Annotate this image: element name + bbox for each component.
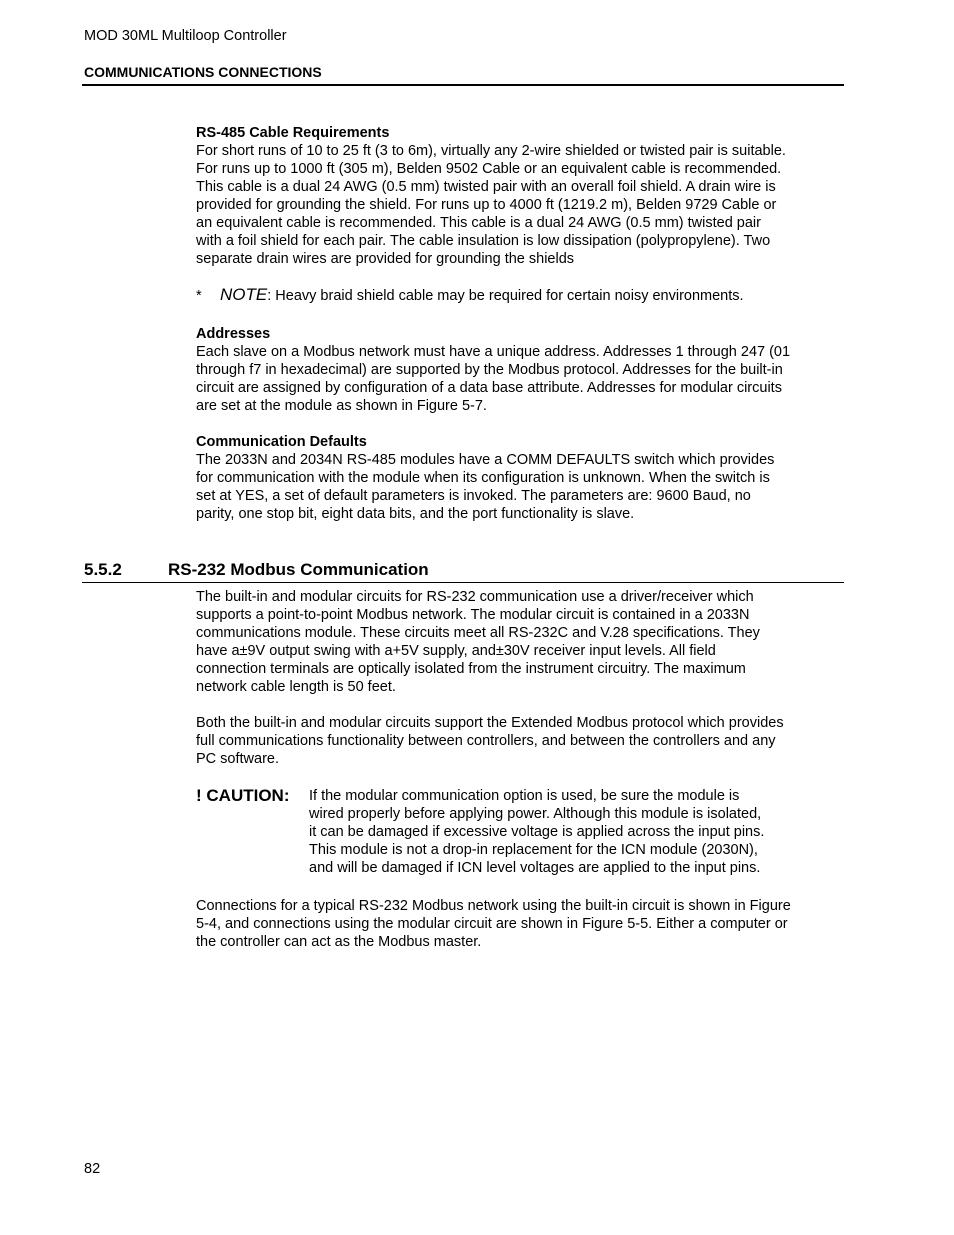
rs485-line: with a foil shield for each pair. The cable insulation is low dissipation (polypropylene). Two [196,233,771,249]
paragraph-gap [196,696,844,714]
note-text: : Heavy braid shield cable may be required for certain noisy environments. [267,288,744,304]
rs485-heading: RS-485 Cable Requirements [196,125,390,141]
comm-defaults-section [196,433,844,523]
section-rule [82,582,844,583]
caution-line: and will be damaged if ICN level voltages are applied to the input pins. [309,860,761,876]
section-para1-line: supports a point-to-point Modbus network. The modular circuit is contained in a 2033N [196,607,750,623]
section-para2-line: full communications functionality between controllers, and between the controllers and any [196,733,776,749]
rs485-section [196,124,844,268]
caution-callout [196,787,844,877]
addresses-line: circuit are assigned by configuration of a data base attribute. Addresses for modular circuits [196,380,782,396]
section-para2-line: PC software. [196,751,279,767]
addresses-line: are set at the module as shown in Figure 5-7. [196,398,487,414]
addresses-line: through f7 in hexadecimal) are supported by the Modbus protocol. Addresses for the built-in [196,362,783,378]
comm-defaults-heading: Communication Defaults [196,434,367,450]
section-heading [84,560,429,580]
section-para3-line: Connections for a typical RS-232 Modbus network using the built-in circuit is shown in Figure [196,898,791,914]
section-para2-line: Both the built-in and modular circuits support the Extended Modbus protocol which provides [196,715,784,731]
section-para3 [196,897,844,951]
running-header-title: MOD 30ML Multiloop Controller [84,28,287,44]
note-asterisk: * [196,288,202,304]
section-number: 5.5.2 [84,560,122,579]
section-title: RS-232 Modbus Communication [168,560,429,579]
addresses-section [196,325,844,415]
addresses-line: Each slave on a Modbus network must have a unique address. Addresses 1 through 247 (01 [196,344,791,360]
section-body [196,588,844,768]
comm-defaults-line: set at YES, a set of default parameters is invoked. The parameters are: 9600 Baud, no [196,488,751,504]
section-para1-line: communications module. These circuits meet all RS-232C and V.28 specifications. They [196,625,760,641]
note-label: NOTE [220,285,268,304]
caution-line: it can be damaged if excessive voltage is applied across the input pins. [309,824,765,840]
section-para1-line: The built-in and modular circuits for RS-232 communication use a driver/receiver which [196,589,754,605]
rs485-line: This cable is a dual 24 AWG (0.5 mm) twisted pair with an overall foil shield. A drain wire is [196,179,776,195]
rs485-line: separate drain wires are provided for grounding the shields [196,251,575,267]
page-number: 82 [84,1161,101,1177]
caution-line: This module is not a drop-in replacement for the ICN module (2030N), [309,842,758,858]
note-callout [196,285,744,305]
comm-defaults-line: for communication with the module when its configuration is unknown. When the switch is [196,470,770,486]
section-para1-line: have a±9V output swing with a+5V supply, and±30V receiver input levels. All field [196,643,716,659]
header-rule [82,84,844,86]
addresses-heading: Addresses [196,326,271,342]
section-para3-line: the controller can act as the Modbus master. [196,934,482,950]
caution-label: ! CAUTION: [196,786,290,805]
comm-defaults-line: parity, one stop bit, eight data bits, and the port functionality is slave. [196,506,635,522]
caution-text [309,787,844,877]
chapter-title: COMMUNICATIONS CONNECTIONS [84,64,322,80]
rs485-line: For runs up to 1000 ft (305 m), Belden 9502 Cable or an equivalent cable is recommended. [196,161,782,177]
rs485-line: provided for grounding the shield. For runs up to 4000 ft (1219.2 m), Belden 9729 Cable or [196,197,777,213]
comm-defaults-line: The 2033N and 2034N RS-485 modules have a COMM DEFAULTS switch which provides [196,452,775,468]
rs485-line: an equivalent cable is recommended. This cable is a dual 24 AWG (0.5 mm) twisted pair [196,215,761,231]
caution-line: If the modular communication option is used, be sure the module is [309,788,740,804]
section-para3-line: 5-4, and connections using the modular circuit are shown in Figure 5-5. Either a computer or [196,916,788,932]
section-para1-line: connection terminals are optically isolated from the instrument circuitry. The maximum [196,661,746,677]
caution-line: wired properly before applying power. Although this module is isolated, [309,806,762,822]
section-para1-line: network cable length is 50 feet. [196,679,396,695]
rs485-line: For short runs of 10 to 25 ft (3 to 6m), virtually any 2-wire shielded or twisted pair is suitable. [196,143,786,159]
